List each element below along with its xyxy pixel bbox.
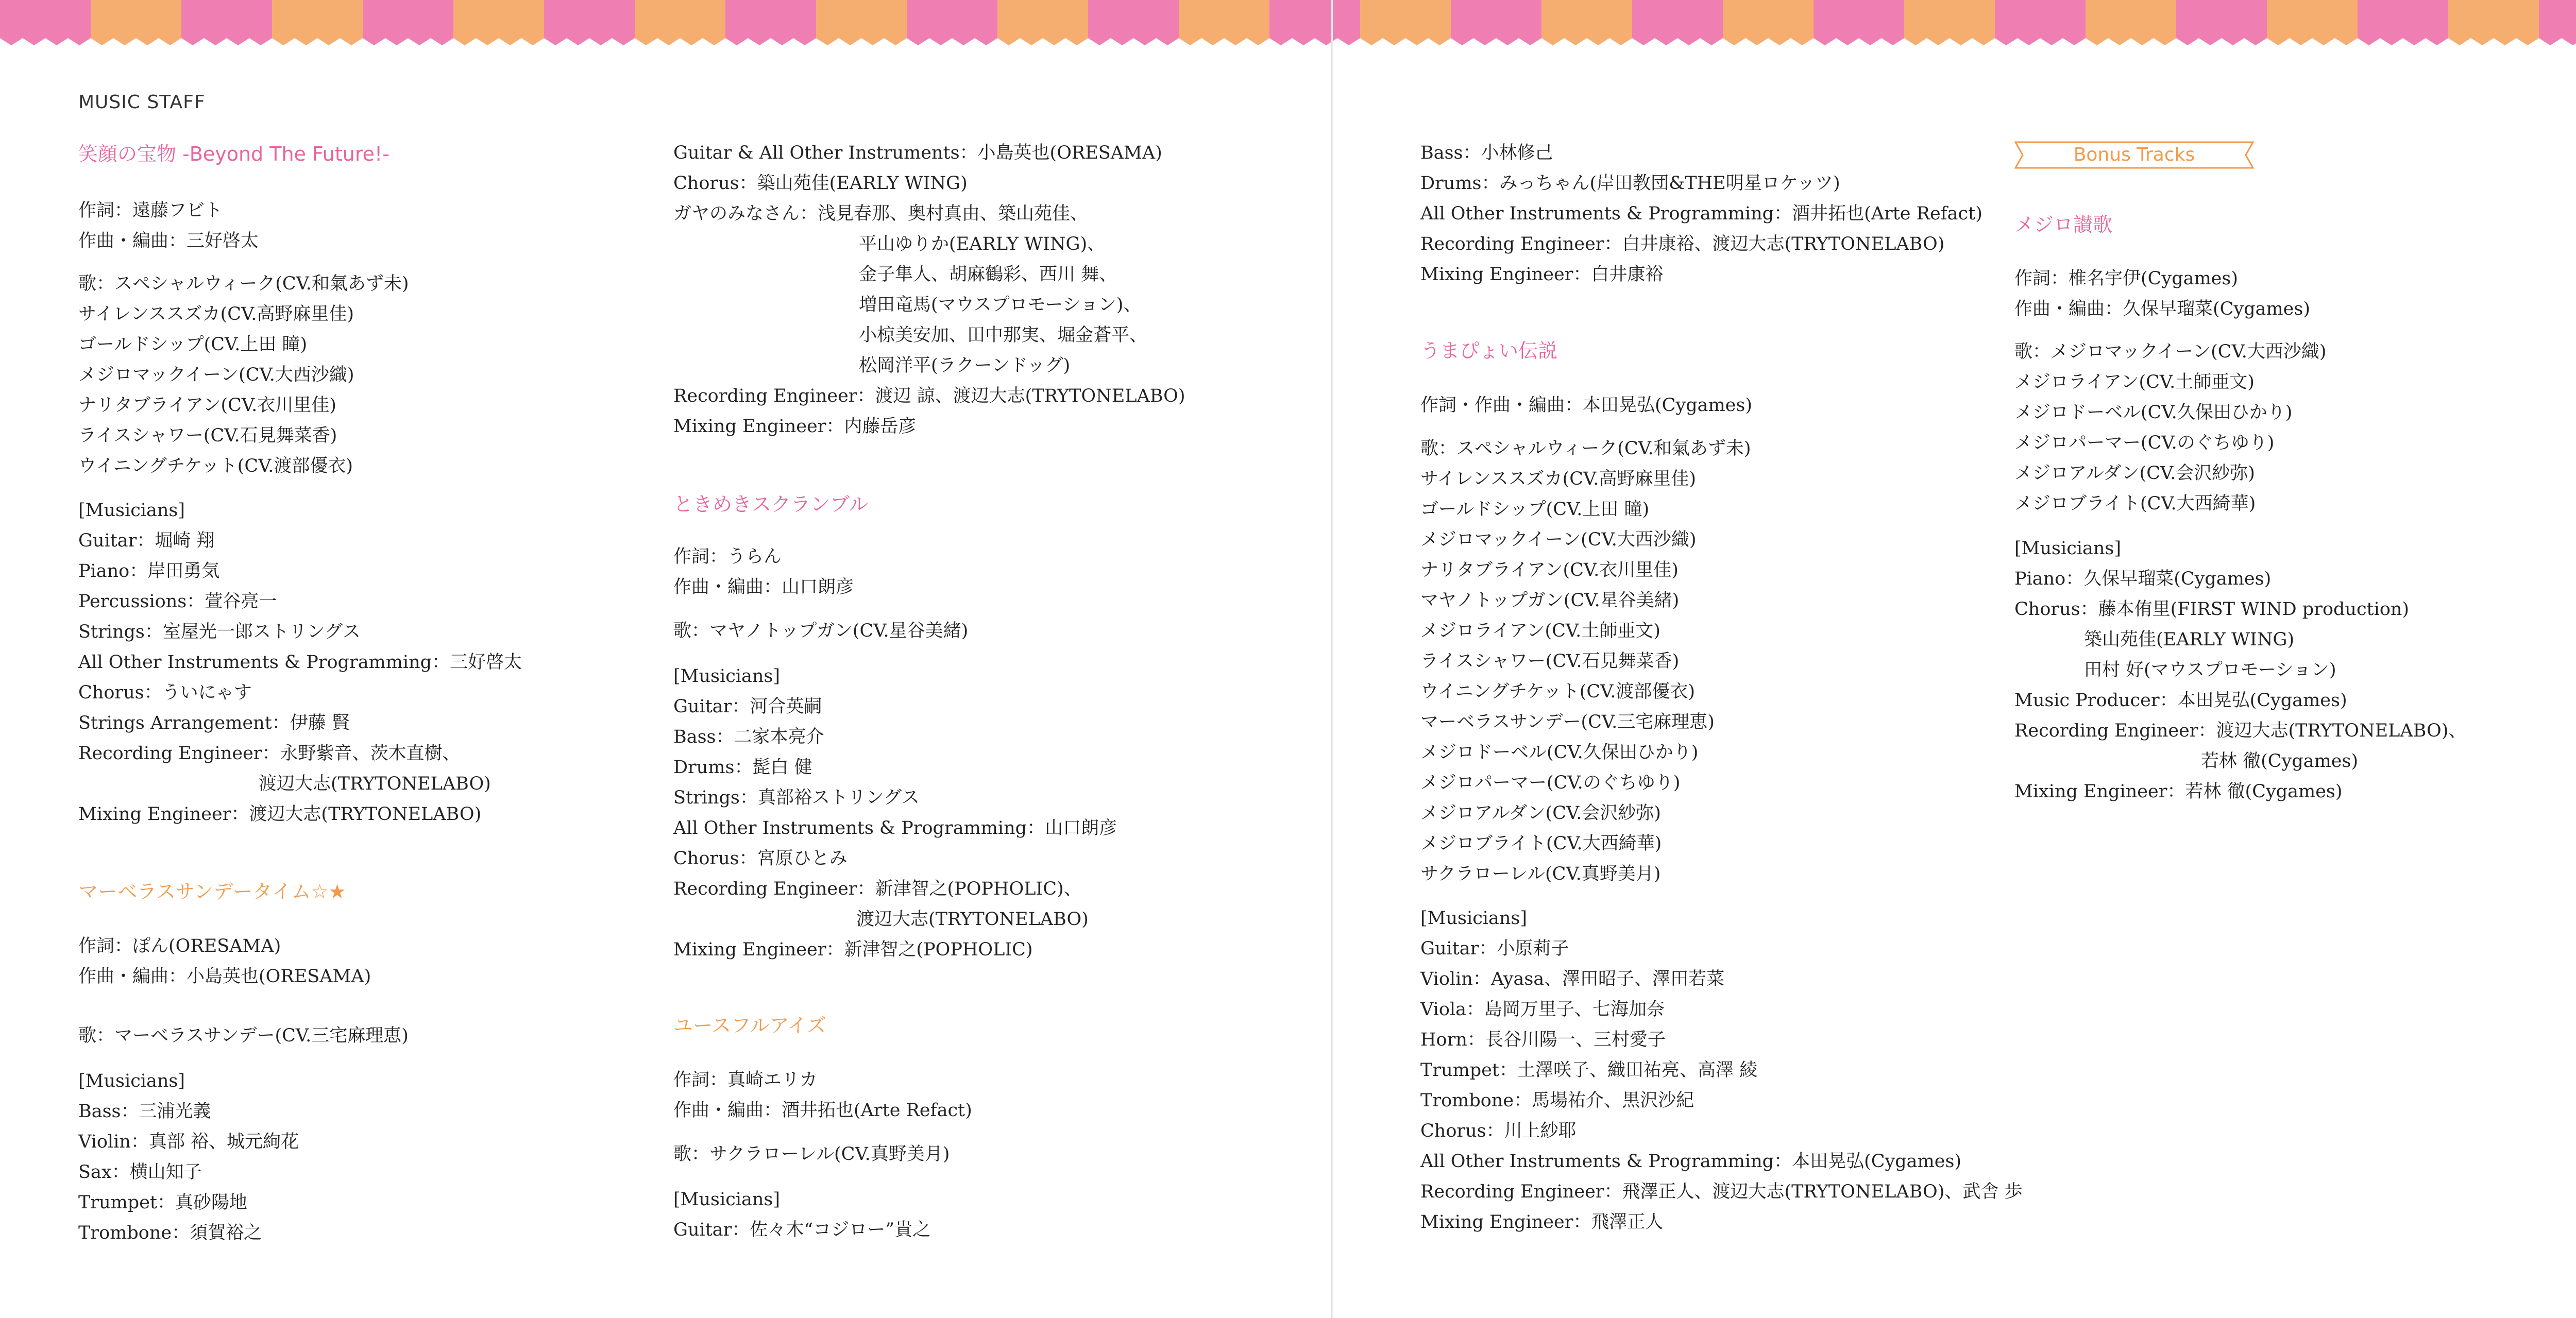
vocal-line: 歌：スペシャルウィーク(CV.和氣あず未) [78, 273, 409, 294]
vocal-line: ウイニングチケット(CV.渡部優衣) [1420, 681, 1696, 702]
credit-line: Guitar：佐々木“コジロー”貴之 [673, 1220, 931, 1240]
vocals-egao [78, 269, 409, 482]
credit-line: Mixing Engineer：飛澤正人 [1420, 1212, 1664, 1233]
credit-line: Recording Engineer：新津智之(POPHOLIC)、 [673, 879, 1082, 899]
credit-line: Mixing Engineer：内藤岳彦 [673, 416, 917, 437]
credit-line: 築山苑佳(EARLY WING) [2084, 629, 2295, 650]
musicians-mejiro-sanka [2014, 534, 2466, 807]
musicians-usefull-eyes-continued [1420, 138, 1982, 290]
page-fold [1331, 0, 1333, 1318]
credit-line: 渡辺大志(TRYTONELABO) [856, 909, 1089, 930]
song-credits-egao [78, 196, 259, 256]
credit-line: Chorus：ういにゃす [78, 682, 252, 703]
vocal-line: メジロドーベル(CV.久保田ひかり) [1420, 742, 1699, 763]
vocal-line: メジロアルダン(CV.会沢紗弥) [1420, 803, 1661, 824]
credit-line: Mixing Engineer：新津智之(POPHOLIC) [673, 939, 1033, 960]
credit-line: Violin：真部 裕、城元絢花 [78, 1132, 299, 1152]
banner-block [2539, 0, 2576, 45]
composer-arranger: 作曲・編曲：三好啓太 [78, 231, 259, 251]
vocal-line: メジロアルダン(CV.会沢紗弥) [2014, 463, 2255, 484]
credit-line: 平山ゆりか(EARLY WING)、 [859, 234, 1106, 254]
credit-line: All Other Instruments & Programming：本田晃弘(Cygames) [1420, 1151, 1962, 1172]
credit-line: Percussions：萱谷亮一 [78, 591, 277, 612]
lyricist: 作詞：遠藤フビト [78, 200, 223, 221]
composer-arranger: 作曲・編曲：山口朗彦 [673, 577, 854, 597]
bonus-tracks-badge [2014, 140, 2254, 170]
credit-line: Guitar：河合英嗣 [673, 696, 822, 717]
credit-line: 小椋美安加、田中那実、堀金蒼平、 [859, 325, 1148, 346]
credit-line: Recording Engineer：渡辺大志(TRYTONELABO)、 [2014, 721, 2467, 741]
credit-line: Chorus：川上紗耶 [1420, 1121, 1577, 1141]
vocal-line: ゴールドシップ(CV.上田 瞳) [78, 334, 308, 355]
credit-line: 金子隼人、胡麻鶴彩、西川 舞、 [859, 264, 1117, 285]
song-title-marvelous: マーベラスサンデータイム☆★ [78, 880, 346, 903]
vocal-line: マヤノトップガン(CV.星谷美緒) [1420, 590, 1680, 611]
vocals-mejiro-sanka [2014, 337, 2327, 519]
lyricist-composer-arranger: 作詞・作曲・編曲：本田晃弘(Cygames) [1420, 395, 1752, 416]
bonus-tracks-label: Bonus Tracks [2073, 144, 2195, 165]
song-title-egao: 笑顔の宝物 -Beyond The Future!- [78, 143, 389, 165]
credit-line: All Other Instruments & Programming：酒井拓也(Arte Refact) [1420, 203, 1982, 224]
song-credits-umapyoi [1420, 390, 1752, 421]
vocals-tokimeki [673, 616, 968, 646]
vocals-marvelous [78, 1021, 409, 1051]
credit-line: Chorus：築山苑佳(EARLY WING) [673, 173, 968, 194]
credit-line: Music Producer：本田晃弘(Cygames) [2014, 690, 2347, 711]
credit-line: Chorus：宮原ひとみ [673, 848, 848, 869]
credit-line: All Other Instruments & Programming：三好啓太 [78, 652, 522, 673]
musicians-heading: [Musicians] [1420, 908, 1528, 929]
credit-line: Bass：三浦光義 [78, 1101, 211, 1122]
song-credits-tokimeki [673, 542, 854, 603]
lyricist: 作詞：ぽん(ORESAMA) [78, 936, 281, 956]
vocal-line: ゴールドシップ(CV.上田 瞳) [1420, 499, 1650, 520]
song-title-mejiro-sanka: メジロ讃歌 [2014, 213, 2113, 236]
credit-line: Trumpet：真砂陽地 [78, 1192, 247, 1213]
vocal-line: 歌：スペシャルウィーク(CV.和氣あず未) [1420, 438, 1751, 459]
vocal-line: メジロブライト(CV.大西綺華) [1420, 833, 1662, 854]
credit-line: 松岡洋平(ラクーンドッグ) [859, 355, 1071, 376]
vocals-umapyoi [1420, 434, 1751, 889]
musicians-tokimeki [673, 661, 1117, 965]
song-title-usefull-eyes: ユースフルアイズ [673, 1014, 826, 1037]
vocal-line: 歌：マヤノトップガン(CV.星谷美緒) [673, 621, 969, 641]
song-credits-usefull-eyes [673, 1065, 972, 1126]
credit-line: Recording Engineer：飛澤正人、渡辺大志(TRYTONELABO)、武舎 歩 [1420, 1182, 2023, 1202]
credit-line: Mixing Engineer：若林 徹(Cygames) [2014, 781, 2343, 802]
vocal-line: メジロマックイーン(CV.大西沙織) [1420, 529, 1697, 550]
vocal-line: ナリタブライアン(CV.衣川里佳) [78, 395, 336, 416]
musicians-marvelous-continued [673, 138, 1185, 442]
song-title-umapyoi: うまぴょい伝説 [1420, 339, 1558, 362]
credit-line: Piano：岸田勇気 [78, 561, 220, 581]
credit-line: Drums：みっちゃん(岸田教団&THE明星ロケッツ) [1420, 173, 1840, 194]
vocal-line: メジロパーマー(CV.のぐちゆり) [2014, 433, 2275, 453]
musicians-heading: [Musicians] [673, 1189, 781, 1210]
music-staff-header: MUSIC STAFF [78, 92, 206, 113]
composer-arranger: 作曲・編曲：小島英也(ORESAMA) [78, 966, 371, 987]
composer-arranger: 作曲・編曲：久保早瑠菜(Cygames) [2014, 299, 2310, 319]
vocal-line: メジロパーマー(CV.のぐちゆり) [1420, 773, 1681, 793]
credit-line: Trombone：須賀裕之 [78, 1223, 262, 1243]
vocal-line: サクラローレル(CV.真野美月) [1420, 864, 1661, 884]
vocal-line: メジロマックイーン(CV.大西沙織) [78, 365, 354, 385]
vocal-line: マーベラスサンデー(CV.三宅麻理恵) [1420, 712, 1715, 732]
musicians-usefull-eyes [673, 1185, 930, 1245]
song-credits-mejiro-sanka [2014, 264, 2310, 324]
vocal-line: メジロライアン(CV.土師亜文) [1420, 621, 1660, 641]
credit-line: Strings：真部裕ストリングス [673, 788, 920, 808]
credit-line: Recording Engineer：永野紫音、茨木直樹、 [78, 743, 461, 764]
vocal-line: 歌：マーベラスサンデー(CV.三宅麻理恵) [78, 1025, 409, 1046]
composer-arranger: 作曲・編曲：酒井拓也(Arte Refact) [673, 1100, 972, 1121]
credit-line: Trombone：馬場祐介、黒沢沙紀 [1420, 1090, 1694, 1111]
credit-line: Violin：Ayasa、澤田昭子、澤田若菜 [1420, 969, 1725, 989]
musicians-umapyoi [1420, 903, 2023, 1238]
credit-line: Viola：島岡万里子、七海加奈 [1420, 999, 1665, 1020]
lyricist: 作詞：うらん [673, 546, 782, 567]
credit-line: Trumpet：土澤咲子、織田祐亮、高澤 綾 [1420, 1060, 1758, 1081]
credit-line: 若林 徹(Cygames) [2201, 751, 2359, 772]
credit-line: All Other Instruments & Programming：山口朗彦 [673, 818, 1117, 838]
vocal-line: 歌：メジロマックイーン(CV.大西沙織) [2014, 341, 2327, 362]
lyricist: 作詞：椎名宇伊(Cygames) [2014, 268, 2238, 289]
credit-line: Bass：小林修己 [1420, 143, 1553, 163]
credit-line: Bass：二家本亮介 [673, 727, 824, 747]
credit-line: Recording Engineer：渡辺 諒、渡辺大志(TRYTONELABO) [673, 386, 1185, 406]
credit-line: Guitar：小原莉子 [1420, 938, 1569, 959]
musicians-marvelous [78, 1066, 299, 1248]
vocal-line: サイレンススズカ(CV.高野麻里佳) [1420, 469, 1696, 489]
zigzag-banner [0, 0, 2576, 52]
vocal-line: サイレンススズカ(CV.高野麻里佳) [78, 304, 354, 324]
credit-line: Guitar & All Other Instruments：小島英也(ORESAMA) [673, 143, 1162, 163]
credit-line: Sax：横山知子 [78, 1162, 202, 1183]
credit-line: Recording Engineer：白井康裕、渡辺大志(TRYTONELABO) [1420, 234, 1945, 254]
credit-line: Chorus：藤本侑里(FIRST WIND production) [2014, 599, 2410, 620]
credit-line: 渡辺大志(TRYTONELABO) [259, 774, 491, 794]
vocal-line: メジロライアン(CV.土師亜文) [2014, 372, 2255, 392]
vocal-line: 歌：サクラローレル(CV.真野美月) [673, 1144, 950, 1165]
musicians-heading: [Musicians] [2014, 538, 2122, 559]
credit-line: Mixing Engineer：白井康裕 [1420, 264, 1664, 285]
vocal-line: メジロドーベル(CV.久保田ひかり) [2014, 402, 2293, 423]
credit-line: Strings：室屋光一郎ストリングス [78, 622, 361, 642]
credit-line: Horn：長谷川陽一、三村愛子 [1420, 1030, 1666, 1050]
credit-line: Drums：髭白 健 [673, 757, 812, 778]
credit-line: Piano：久保早瑠菜(Cygames) [2014, 569, 2272, 589]
musicians-heading: [Musicians] [673, 666, 781, 687]
vocal-line: ナリタブライアン(CV.衣川里佳) [1420, 560, 1679, 580]
credit-line: 増田竜馬(マウスプロモーション)、 [859, 295, 1142, 315]
song-title-tokimeki: ときめきスクランブル [673, 493, 869, 516]
musicians-egao [78, 495, 522, 830]
vocal-line: ライスシャワー(CV.石見舞菜香) [78, 425, 337, 446]
musicians-heading: [Musicians] [78, 500, 185, 521]
credit-line: ガヤのみなさん：浅見春那、奥村真由、築山苑佳、 [673, 203, 1089, 224]
lyricist: 作詞：真崎エリカ [673, 1070, 818, 1090]
credit-line: Mixing Engineer：渡辺大志(TRYTONELABO) [78, 804, 482, 825]
musicians-heading: [Musicians] [78, 1071, 185, 1091]
credit-line: 田村 好(マウスプロモーション) [2084, 660, 2336, 680]
credit-line: Guitar：堀崎 翔 [78, 530, 215, 551]
vocal-line: メジロブライト(CV.大西綺華) [2014, 493, 2256, 514]
credit-line: Strings Arrangement：伊藤 賢 [78, 713, 350, 733]
song-credits-marvelous [78, 931, 371, 992]
vocal-line: ウイニングチケット(CV.渡部優衣) [78, 456, 353, 476]
vocals-usefull-eyes [673, 1139, 950, 1170]
vocal-line: ライスシャワー(CV.石見舞菜香) [1420, 651, 1680, 672]
